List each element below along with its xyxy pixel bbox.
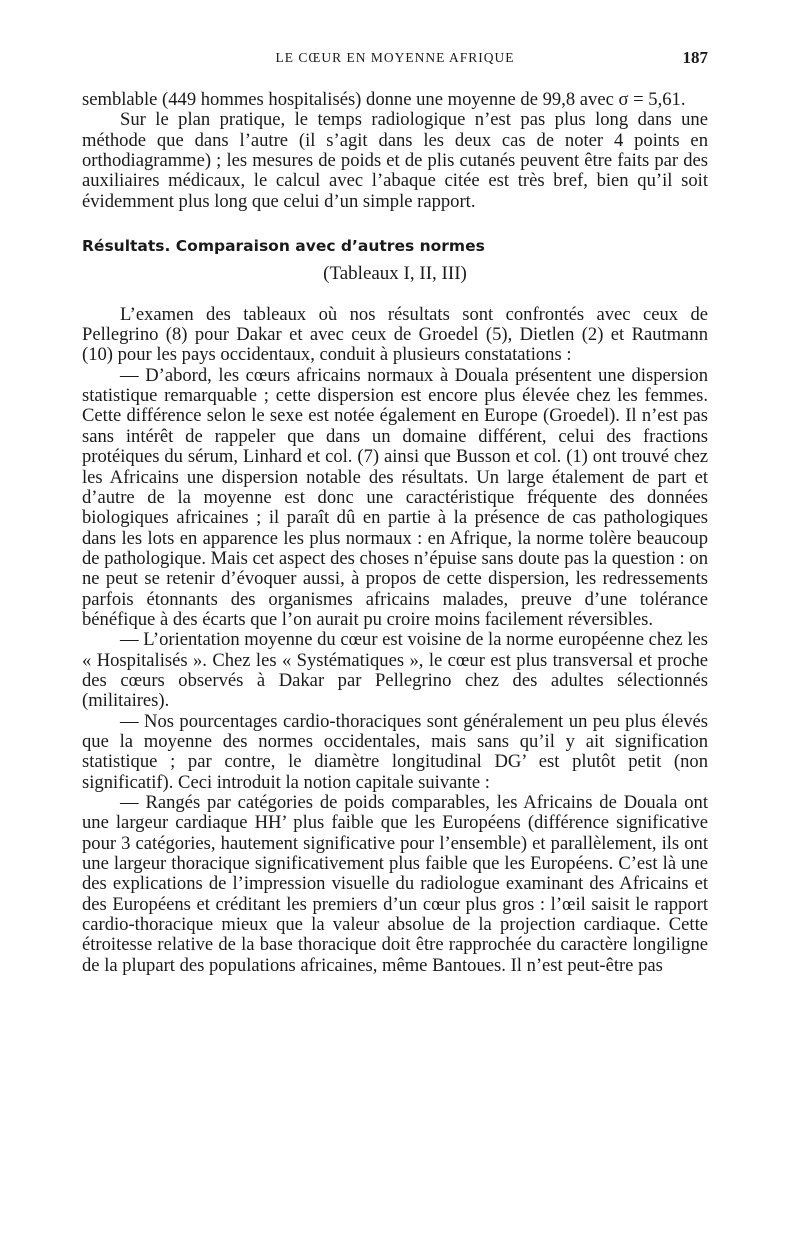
section-subheading: (Tableaux I, II, III) bbox=[323, 263, 467, 285]
paragraph: — L’orientation moyenne du cœur est voisine de la norme européenne chez les « Hospitalisés ». Chez les « Systématiques », le cœur est plus transversal et proche des cœurs observés à Dakar par Pellegrino chez des adultes sélectionnés (militaires). bbox=[82, 629, 708, 712]
body-text bbox=[82, 90, 708, 976]
running-title: LE CŒUR EN MOYENNE AFRIQUE bbox=[275, 50, 515, 65]
paragraph: — D’abord, les cœurs africains normaux à Douala présentent une dispersion statistique remarquable ; cette dispersion est encore plus élevée chez les femmes. Cette différence selon le sexe est notée également en Europe (Groedel). Il n’est pas sans intérêt de rappeler que dans un domaine différent, celui des fractions protéiques du sérum, Linhard et col. (7) ainsi que Busson et col. (1) ont trouvé chez les Africains une dispersion notable des résultats. Un large étalement de part et d’autre de la moyenne est donc une caractéristique fréquente des données biologiques africaines ; il paraît dû en partie à la présence de cas pathologiques dans les lots en apparence les plus normaux : en Afrique, la norme tolère beaucoup de pathologique. Mais cet aspect des choses n’épuise sans doute pas la question : on ne peut se retenir d’évoquer aussi, à propos de cette dispersion, les redressements parfois étonnants des organismes africains malades, preuve d’une tolérance bénéfique à des écarts que l’on aurait pu croire moins facilement réversibles. bbox=[82, 364, 708, 630]
paragraph: semblable (449 hommes hospitalisés) donne une moyenne de 99,8 avec σ = 5,61. bbox=[82, 89, 686, 110]
paragraph: — Nos pourcentages cardio-thoraciques sont généralement un peu plus élevés que la moyenne des normes occidentales, mais sans qu’il y ait signification statistique ; par contre, le diamètre longitudinal DG’ est plutôt petit (non significatif). Ceci introduit la notion capitale suivante : bbox=[82, 710, 708, 793]
paragraph: Sur le plan pratique, le temps radiologique n’est pas plus long dans une méthode que dans l’autre (il s’agit dans les deux cas de noter 4 points en orthodiagramme) ; les mesures de poids et de plis cutanés peuvent être faits par des auxiliaires médicaux, le calcul avec l’abaque citée est très bref, bien qu’il soit évidemment plus long que celui d’un simple rapport. bbox=[82, 109, 708, 212]
section-heading: Résultats. Comparaison avec d’autres normes bbox=[82, 237, 485, 256]
paragraph: L’examen des tableaux où nos résultats sont confrontés avec ceux de Pellegrino (8) pour Dakar et avec ceux de Groedel (5), Dietlen (2) et Rautmann (10) pour les pays occidentaux, conduit à plusieurs constatations : bbox=[82, 303, 708, 366]
page-number: 187 bbox=[682, 48, 708, 67]
paragraph: — Rangés par catégories de poids comparables, les Africains de Douala ont une largeur cardiaque HH’ plus faible que les Européens (différence significative pour 3 catégories, hautement significative pour l’ensemble) et parallèlement, ils ont une largeur thoracique significativement plus faible que les Européens. C’est là une des explications de l’impression visuelle du radiologue examinant des Africains et des Européens et créditant les premiers d’un cœur plus gros : l’œil saisit le rapport cardio-thoracique mieux que la valeur absolue de la projection cardiaque. Cette étroitesse relative de la base thoracique doit être rapprochée du caractère longiligne de la plupart des populations africaines, même Bantoues. Il n’est peut-être pas bbox=[82, 792, 708, 976]
